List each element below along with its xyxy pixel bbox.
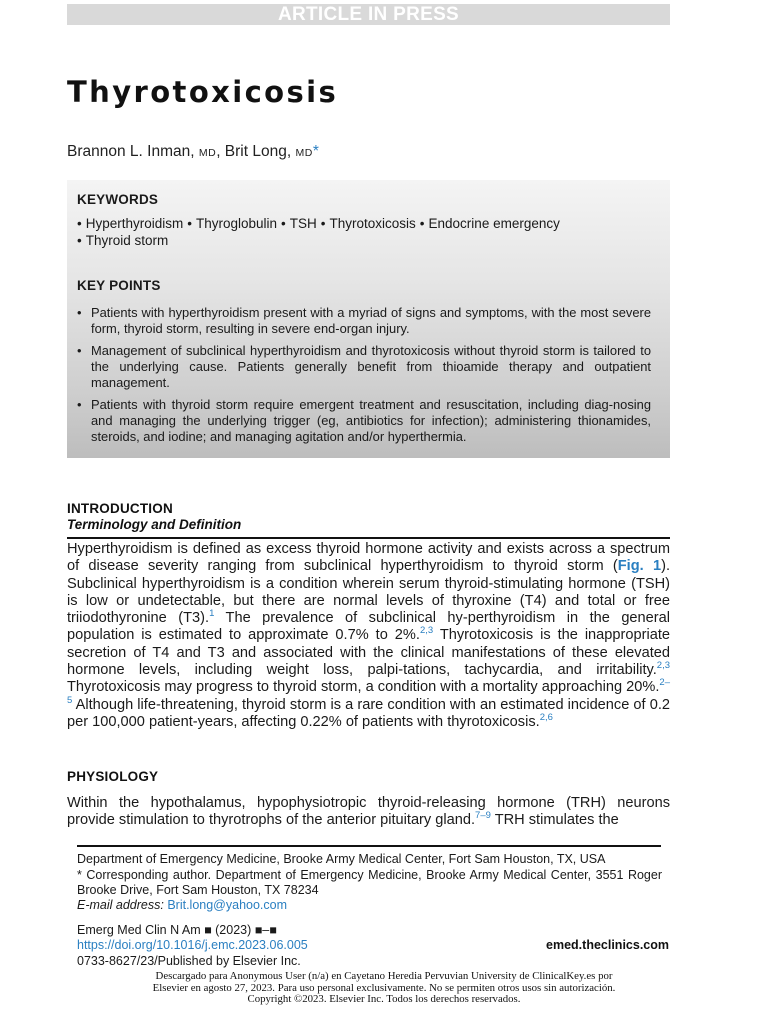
introduction-heading: INTRODUCTION (67, 501, 173, 516)
bullet-icon: • (77, 343, 82, 358)
reference-link[interactable]: 2,6 (539, 712, 553, 724)
key-point-text: Management of subclinical hyperthyroidism and thyrotoxicosis without thyroid storm is tailored to the underlying cause. Patients generally benefit from thioamide therapy and outpatient management. (91, 343, 651, 390)
intro-text: Thyrotoxicosis is the inappropriate secretion of T4 and T3 and associated with the clinical manifestations of these elevated hormone levels, including weight loss, palpi-tations, tachycardia, and irritability. (67, 627, 671, 679)
keywords-keypoints-box (67, 180, 670, 458)
terminology-subheading: Terminology and Definition (67, 517, 242, 532)
reference-link[interactable]: 2–5 (67, 677, 670, 706)
introduction-paragraph (67, 541, 670, 731)
keyword: Hyperthyroidism (85, 216, 184, 231)
bullet-icon: • (77, 305, 82, 320)
email-link[interactable]: Brit.long@yahoo.com (167, 898, 288, 912)
key-point-item (77, 343, 651, 391)
physiology-paragraph (67, 795, 670, 830)
email-label: E-mail address: (77, 898, 164, 912)
reference-link[interactable]: 1 (209, 608, 215, 620)
article-title: Thyrotoxicosis (67, 75, 339, 109)
bullet-icon: • (419, 216, 425, 231)
affiliation-note: Department of Emergency Medicine, Brooke Army Medical Center, Fort Sam Houston, TX, USA (77, 852, 606, 866)
bullet-icon: • (77, 397, 82, 412)
journal-info (77, 923, 308, 969)
journal-site-link[interactable]: emed.theclinics.com (546, 938, 669, 952)
bullet-icon: • (281, 216, 286, 231)
author-inman-degree: MD (198, 147, 217, 159)
author-line (67, 143, 319, 161)
bullet-icon: • (77, 216, 82, 231)
section-rule (67, 537, 670, 539)
keyword: Thyrotoxicosis (329, 216, 416, 231)
bullet-icon: • (320, 216, 326, 231)
physiology-text: TRH stimulates the (490, 812, 619, 829)
author-long: , Brit Long, (216, 143, 292, 160)
download-notice: Descargado para Anonymous User (n/a) en Cayetano Heredia Pervuvian University de ClinicalKey.es por Elsevier en agosto 27, 2023. Para uso personal exclusivamente. No se permiten otros usos sin autorización. Copyright ©2023. Elsevier Inc. Todos los derechos reservados. (152, 970, 616, 1006)
physiology-heading: PHYSIOLOGY (67, 769, 159, 784)
copyright-line: 0733-8627/23/Published by Elsevier Inc. (77, 953, 301, 968)
key-points-list (77, 305, 651, 451)
article-in-press-banner: ARTICLE IN PRESS (67, 4, 670, 25)
reference-link[interactable]: 7–9 (475, 810, 491, 822)
corresponding-author-link[interactable]: * (312, 143, 319, 160)
intro-text: Hyperthyroidism is defined as excess thyroid hormone activity and exists across a spectrum of disease severity ranging from subclinical hyperthyroidism to thyroid storm ( (67, 541, 670, 575)
keywords-heading: KEYWORDS (77, 192, 159, 207)
keyword: Thyroid storm (85, 233, 169, 248)
keywords-line-2 (77, 233, 168, 248)
keyword: TSH (289, 216, 317, 231)
intro-text: Although life-threatening, thyroid storm is a rare condition with an estimated incidence of 0.2 per 100,000 patient-years, affecting 0.22% of patients with thyrotoxicosis. (67, 696, 670, 730)
keywords-line-1 (77, 216, 560, 231)
doi-link[interactable]: https://doi.org/10.1016/j.emc.2023.06.005 (77, 938, 308, 953)
footnote-rule (77, 845, 661, 847)
author-inman: Brannon L. Inman, (67, 143, 195, 160)
key-point-item (77, 397, 651, 445)
physiology-text: Within the hypothalamus, hypophysiotropic thyroid-releasing hormone (TRH) neurons provide stimulation to thyrotrophs of the anterior pituitary gland. (67, 795, 670, 829)
reference-link[interactable]: 2,3 (419, 625, 434, 637)
corresponding-author-note: * Corresponding author. Department of Emergency Medicine, Brooke Army Medical Center, 3551 Roger Brooke Drive, Fort Sam Houston, TX 78234 (77, 868, 662, 898)
email-line (77, 898, 662, 913)
figure-1-link[interactable]: Fig. 1 (617, 558, 662, 575)
keyword: Thyroglobulin (196, 216, 278, 231)
intro-text: Thyrotoxicosis may progress to thyroid storm, a condition with a mortality approaching 20%. (67, 679, 660, 696)
author-long-degree: MD (295, 147, 313, 159)
reference-link[interactable]: 2,3 (656, 660, 670, 672)
intro-text: The prevalence of subclinical hy-perthyroidism in the general population is estimated to approximate 0.7% to 2%. (67, 610, 670, 644)
bullet-icon: • (77, 233, 82, 248)
bullet-icon: • (187, 216, 192, 231)
key-points-heading: KEY POINTS (77, 278, 161, 293)
key-point-item (77, 305, 651, 337)
journal-citation: Emerg Med Clin N Am ■ (2023) ■–■ (77, 923, 277, 937)
intro-text: ). Subclinical hyperthyroidism is a condition wherein serum thyroid-stimulating hormone (TSH) is low or undetectable, but there are normal levels of thyroxine (T4) and total or free triiodothyronine (T3). (67, 558, 670, 627)
key-point-text: Patients with hyperthyroidism present with a myriad of signs and symptoms, with the most severe form, thyroid storm, resulting in severe end-organ injury. (91, 305, 651, 336)
keyword: Endocrine emergency (428, 216, 560, 231)
key-point-text: Patients with thyroid storm require emergent treatment and resuscitation, including diag-nosing and managing the underlying trigger (eg, antibiotics for infection); administering thionamides, steroids, and iodine; and managing agitation and/or hyperthermia. (91, 397, 651, 444)
